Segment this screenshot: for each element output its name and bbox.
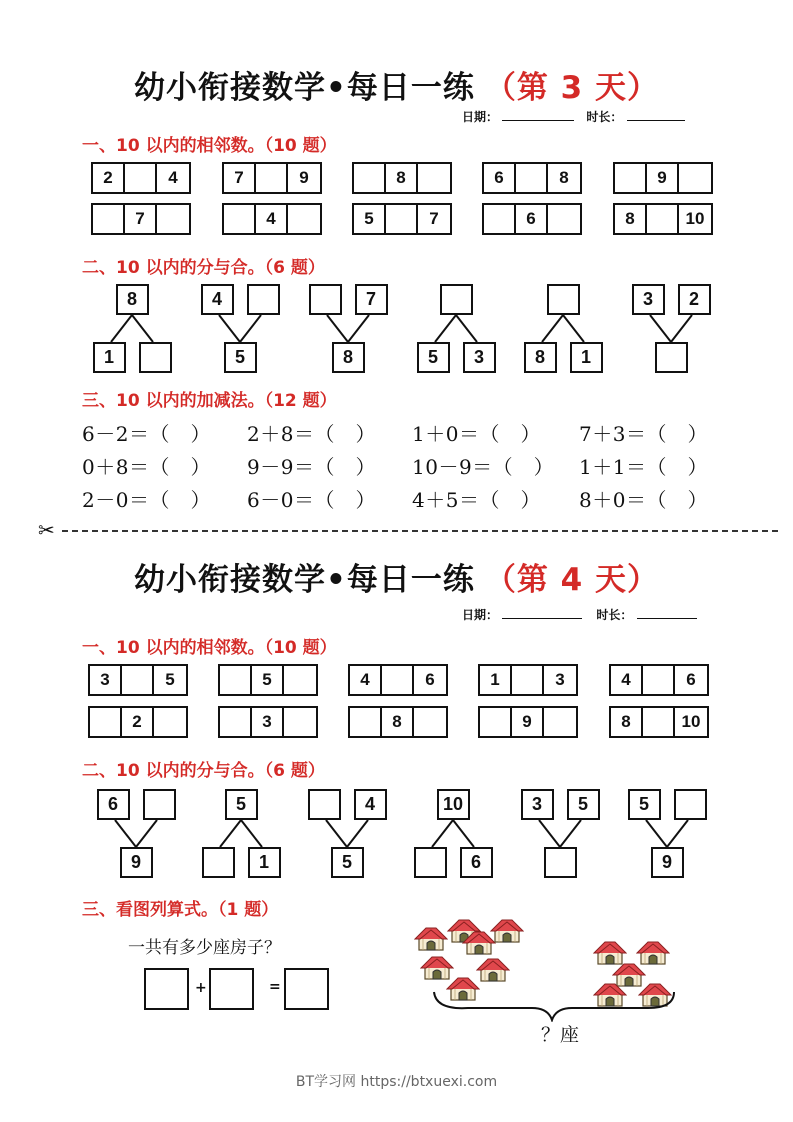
number-cell: 8 (382, 708, 414, 736)
equation[interactable]: 4＋5＝（ ） (412, 488, 541, 512)
number-cell: 6 (484, 164, 516, 192)
equation[interactable]: 6－0＝（ ） (247, 488, 376, 512)
number-box: 3 (632, 284, 665, 315)
number-cell: 8 (611, 708, 643, 736)
date-label: 日期： (462, 110, 499, 124)
number-cell: 8 (615, 205, 647, 233)
answer-box[interactable] (143, 789, 176, 820)
answer-cell[interactable] (256, 164, 288, 192)
number-box: 8 (332, 342, 365, 373)
number-cell: 7 (429, 209, 439, 228)
answer-cell[interactable] (90, 708, 122, 736)
equation[interactable]: 8＋0＝（ ） (579, 488, 708, 512)
number-box: 4 (201, 284, 234, 315)
number-box: 6 (97, 789, 130, 820)
day-label: （第 3 天） (484, 70, 659, 106)
curly-brace (428, 990, 678, 1022)
equation[interactable]: 10－9＝（ ） (412, 455, 555, 479)
adjacent-number-triple (482, 162, 582, 194)
number-box: 3 (463, 342, 496, 373)
adjacent-number-triple (88, 664, 188, 696)
number-box: 3 (521, 789, 554, 820)
adjacent-number-triple (348, 706, 448, 738)
date-duration-fields (462, 606, 697, 623)
page-title: 幼小衔接数学•每日一练 （第 4 天） (134, 562, 659, 598)
number-cell: 5 (165, 670, 175, 689)
answer-cell[interactable] (284, 666, 316, 694)
number-box: 9 (651, 847, 684, 878)
number-box: 5 (628, 789, 661, 820)
number-cell: 9 (512, 708, 544, 736)
section-heading-picture-equation: 三、看图列算式。（1 题） (82, 900, 279, 920)
answer-cell[interactable] (284, 708, 316, 736)
house-icon (476, 957, 510, 987)
duration-blank[interactable] (637, 609, 697, 619)
answer-cell[interactable] (125, 164, 157, 192)
answer-box-addend-2[interactable] (209, 968, 254, 1010)
duration-label: 时长： (586, 110, 623, 124)
number-box: 5 (417, 342, 450, 373)
equation[interactable]: 1＋1＝（ ） (579, 455, 708, 479)
answer-cell[interactable] (544, 708, 576, 736)
answer-cell[interactable] (548, 205, 580, 233)
answer-cell[interactable] (643, 708, 675, 736)
answer-box-sum[interactable] (284, 968, 329, 1010)
adjacent-number-triple (352, 203, 452, 235)
house-icon (414, 926, 448, 956)
number-cell: 3 (555, 670, 565, 689)
answer-cell[interactable] (615, 164, 647, 192)
answer-box[interactable] (202, 847, 235, 878)
number-cell: 4 (168, 168, 178, 187)
adjacent-number-triple (88, 706, 188, 738)
answer-box[interactable] (674, 789, 707, 820)
number-cell: 8 (559, 168, 569, 187)
number-box: 8 (524, 342, 557, 373)
answer-box[interactable] (655, 342, 688, 373)
adjacent-number-triple (352, 162, 452, 194)
answer-cell[interactable] (154, 708, 186, 736)
adjacent-number-triple (609, 664, 709, 696)
duration-label: 时长： (596, 608, 633, 622)
number-cell: 7 (224, 164, 256, 192)
answer-box[interactable] (309, 284, 342, 315)
duration-blank[interactable] (627, 111, 685, 121)
adjacent-number-triple (222, 203, 322, 235)
section-heading-add-subtract: 三、10 以内的加减法。（12 题） (82, 391, 337, 411)
adjacent-number-triple (478, 664, 578, 696)
adjacent-number-triple (91, 162, 191, 194)
equation[interactable]: 0＋8＝（ ） (82, 455, 211, 479)
word-problem-question: 一共有多少座房子？ (128, 938, 281, 958)
number-box: 9 (120, 847, 153, 878)
answer-cell[interactable] (220, 666, 252, 694)
number-cell: 6 (425, 670, 435, 689)
section-heading-split-combine: 二、10 以内的分与合。（6 题） (82, 258, 325, 278)
equation[interactable]: 2＋8＝（ ） (247, 422, 376, 446)
brace-label: ？座 (541, 1024, 580, 1046)
section-heading-adjacent-numbers: 一、10 以内的相邻数。（10 题） (82, 136, 337, 156)
adjacent-number-triple (218, 664, 318, 696)
equation[interactable]: 9－9＝（ ） (247, 455, 376, 479)
answer-cell[interactable] (382, 666, 414, 694)
answer-cell[interactable] (350, 708, 382, 736)
equation[interactable]: 2－0＝（ ） (82, 488, 211, 512)
answer-cell[interactable] (647, 205, 679, 233)
equation[interactable]: 7＋3＝（ ） (579, 422, 708, 446)
answer-cell[interactable] (122, 666, 154, 694)
number-cell: 6 (516, 205, 548, 233)
number-cell: 1 (480, 666, 512, 694)
adjacent-number-triple (222, 162, 322, 194)
answer-cell[interactable] (516, 164, 548, 192)
answer-box[interactable] (440, 284, 473, 315)
answer-cell[interactable] (512, 666, 544, 694)
answer-cell[interactable] (414, 708, 446, 736)
section-heading-adjacent-numbers: 一、10 以内的相邻数。（10 题） (82, 638, 337, 658)
date-label: 日期： (462, 608, 499, 622)
number-box: 5 (225, 789, 258, 820)
adjacent-number-triple (613, 203, 713, 235)
answer-box[interactable] (544, 847, 577, 878)
cut-line-divider (62, 530, 778, 532)
adjacent-number-triple (218, 706, 318, 738)
house-icon (490, 918, 524, 948)
number-box: 4 (354, 789, 387, 820)
equals-sign: = (269, 979, 281, 995)
answer-box[interactable] (139, 342, 172, 373)
section-heading-split-combine: 二、10 以内的分与合。（6 题） (82, 761, 325, 781)
number-box: 1 (570, 342, 603, 373)
number-cell: 4 (611, 666, 643, 694)
adjacent-number-triple (478, 706, 578, 738)
number-box: 10 (437, 789, 470, 820)
number-cell: 5 (354, 205, 386, 233)
answer-box[interactable] (247, 284, 280, 315)
day-label: （第 4 天） (484, 562, 659, 598)
number-box: 1 (93, 342, 126, 373)
number-cell: 3 (252, 708, 284, 736)
number-cell: 6 (686, 670, 696, 689)
equation[interactable]: 1＋0＝（ ） (412, 422, 541, 446)
footer-watermark: BT学习网 https://btxuexi.com (295, 1074, 498, 1090)
answer-cell[interactable] (480, 708, 512, 736)
number-cell: 4 (256, 205, 288, 233)
adjacent-number-triple (91, 203, 191, 235)
number-cell: 8 (386, 164, 418, 192)
number-cell: 4 (350, 666, 382, 694)
page-title: 幼小衔接数学•每日一练 （第 3 天） (134, 70, 659, 106)
number-box: 1 (248, 847, 281, 878)
number-cell: 9 (647, 164, 679, 192)
answer-cell[interactable] (679, 164, 711, 192)
number-box: 7 (355, 284, 388, 315)
answer-cell[interactable] (643, 666, 675, 694)
adjacent-number-triple (348, 664, 448, 696)
number-cell: 2 (122, 708, 154, 736)
equation[interactable]: 6－2＝（ ） (82, 422, 211, 446)
number-box: 6 (460, 847, 493, 878)
answer-cell[interactable] (418, 164, 450, 192)
answer-cell[interactable] (484, 205, 516, 233)
answer-box[interactable] (414, 847, 447, 878)
answer-cell[interactable] (93, 205, 125, 233)
number-cell: 7 (125, 205, 157, 233)
number-cell: 10 (681, 712, 701, 731)
answer-cell[interactable] (220, 708, 252, 736)
number-box: 8 (116, 284, 149, 315)
plus-sign: + (195, 980, 207, 996)
answer-box-addend-1[interactable] (144, 968, 189, 1010)
number-cell: 9 (299, 168, 309, 187)
answer-box[interactable] (547, 284, 580, 315)
answer-cell[interactable] (354, 164, 386, 192)
number-box: 5 (567, 789, 600, 820)
answer-cell[interactable] (157, 205, 189, 233)
adjacent-number-triple (482, 203, 582, 235)
answer-cell[interactable] (224, 205, 256, 233)
number-cell: 10 (685, 209, 705, 228)
answer-box[interactable] (308, 789, 341, 820)
number-cell: 2 (93, 164, 125, 192)
answer-cell[interactable] (288, 205, 320, 233)
date-duration-fields (462, 108, 685, 125)
adjacent-number-triple (609, 706, 709, 738)
date-blank[interactable] (502, 111, 574, 121)
number-box: 2 (678, 284, 711, 315)
adjacent-number-triple (613, 162, 713, 194)
scissors-icon: ✂ (38, 518, 55, 542)
answer-cell[interactable] (386, 205, 418, 233)
number-box: 5 (224, 342, 257, 373)
number-box: 5 (331, 847, 364, 878)
number-cell: 5 (252, 666, 284, 694)
date-blank[interactable] (502, 609, 582, 619)
number-cell: 3 (90, 666, 122, 694)
